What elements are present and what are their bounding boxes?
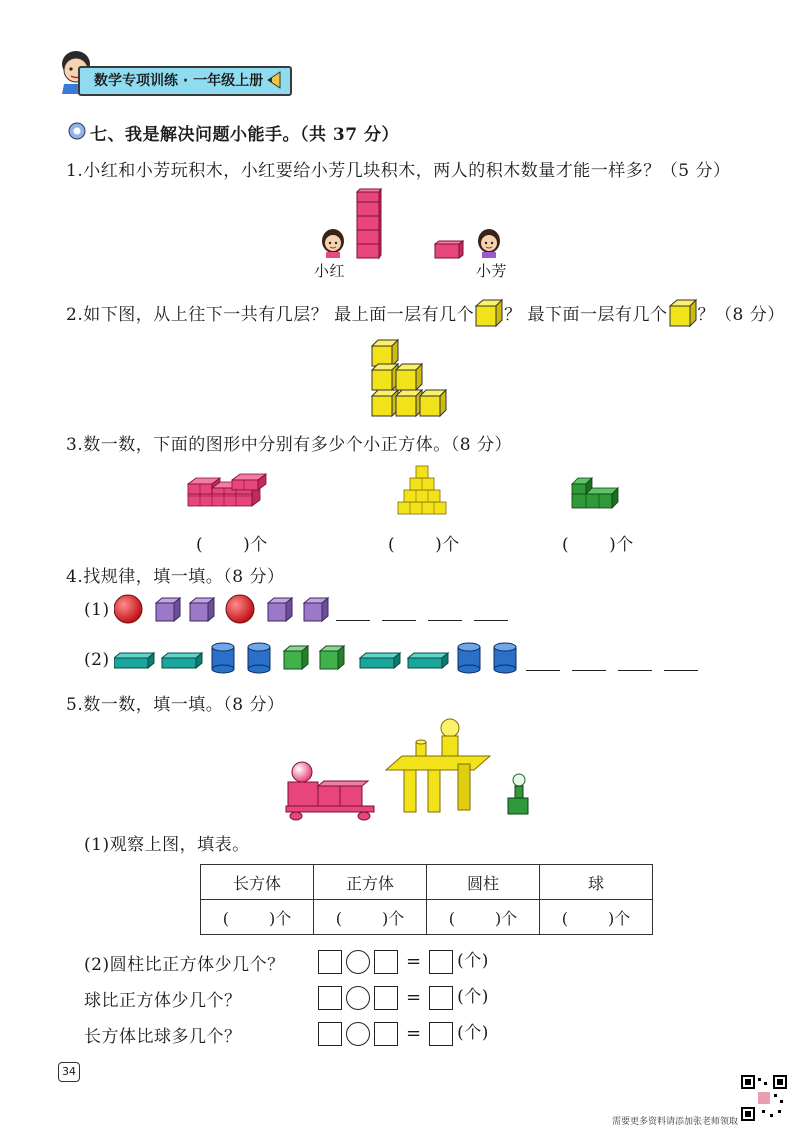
q5-sub1: (1)观察上图，填表。	[84, 835, 250, 855]
q4-row2-label: (2)	[84, 650, 110, 670]
q5-equation-1[interactable]: = (个)	[318, 946, 489, 974]
section-bullet-icon	[68, 122, 86, 144]
q3-answer-1: ( )个	[196, 535, 268, 555]
table-answer-cell[interactable]: ( )个	[427, 900, 540, 935]
xiaohong-tower	[356, 188, 382, 264]
q3-pink-shape	[186, 470, 270, 514]
q5-toy-train	[284, 760, 380, 826]
q3-answer-2: ( )个	[388, 535, 460, 555]
girl-xiaohong-icon	[320, 228, 346, 262]
q2-text-part3: ？（8 分）	[697, 305, 785, 325]
q1-text: 1.小红和小芳玩积木，小红要给小芳几块积木，两人的积木数量才能一样多？（5 分）	[66, 161, 731, 181]
q5-sub2-q3: 长方体比球多几个？	[84, 1027, 242, 1047]
table-header: 正方体	[314, 865, 427, 900]
q2-text-part2: ？ 最下面一层有几个	[504, 305, 668, 325]
section-title: 七、我是解决问题小能手。（共 37 分）	[90, 125, 399, 145]
q5-text: 5.数一数，填一填。（8 分）	[66, 695, 285, 715]
unit-label: 个	[250, 535, 268, 555]
q3-green-shape	[570, 474, 620, 516]
table-answer-cell[interactable]: ( )个	[540, 900, 653, 935]
eq-unit: (个)	[457, 951, 489, 971]
unit-label: 个	[388, 908, 405, 928]
pencil-icon	[266, 70, 282, 94]
q2-cube-stack	[366, 336, 456, 422]
q5-table	[200, 864, 653, 935]
table-header: 长方体	[201, 865, 314, 900]
unit-label: 个	[614, 908, 631, 928]
unit-label: 个	[275, 908, 292, 928]
q5-green-figure	[506, 772, 532, 822]
q5-equation-3[interactable]: = (个)	[318, 1018, 489, 1046]
q5-equation-2[interactable]: = (个)	[318, 982, 489, 1010]
q2-text	[66, 298, 785, 333]
xiaofang-label: 小芳	[476, 262, 508, 280]
xiaofang-block	[434, 240, 464, 264]
cube-icon	[474, 298, 504, 333]
q3-answer-3: ( )个	[562, 535, 634, 555]
q4-row2-pattern	[114, 642, 524, 680]
q5-sub2-q1: (2)圆柱比正方体少几个？	[84, 955, 285, 975]
qr-code	[740, 1074, 788, 1122]
q2-text-part1: 2.如下图，从上往下一共有几层？ 最上面一层有几个	[66, 305, 475, 325]
page-number: 34	[58, 1062, 80, 1082]
q4-text: 4.找规律，填一填。（8 分）	[66, 567, 285, 587]
header-banner: 数学专项训练 · 一年级上册	[78, 66, 292, 96]
table-header: 圆柱	[427, 865, 540, 900]
q4-row2-blanks[interactable]	[526, 654, 710, 675]
q3-yellow-pyramid	[394, 462, 450, 520]
cube-icon	[668, 298, 698, 333]
table-answer-cell[interactable]: ( )个	[314, 900, 427, 935]
eq-unit: (个)	[457, 1023, 489, 1043]
unit-label: 个	[616, 535, 634, 555]
q5-sub2-q2: 球比正方体少几个？	[84, 991, 242, 1011]
unit-label: 个	[501, 908, 518, 928]
xiaohong-label: 小红	[314, 262, 346, 280]
girl-xiaofang-icon	[476, 228, 502, 262]
q4-row1-label: (1)	[84, 600, 110, 620]
table-answer-cell[interactable]: ( )个	[201, 900, 314, 935]
footer-note: 需要更多资料请添加张老师领取	[611, 1117, 738, 1127]
unit-label: 个	[442, 535, 460, 555]
q4-row1-pattern	[114, 592, 354, 630]
table-header: 球	[540, 865, 653, 900]
q3-text: 3.数一数，下面的图形中分别有多少个小正方体。（8 分）	[66, 435, 512, 455]
q5-yellow-table	[384, 718, 494, 820]
q4-row1-blanks[interactable]	[336, 604, 520, 625]
eq-unit: (个)	[457, 987, 489, 1007]
